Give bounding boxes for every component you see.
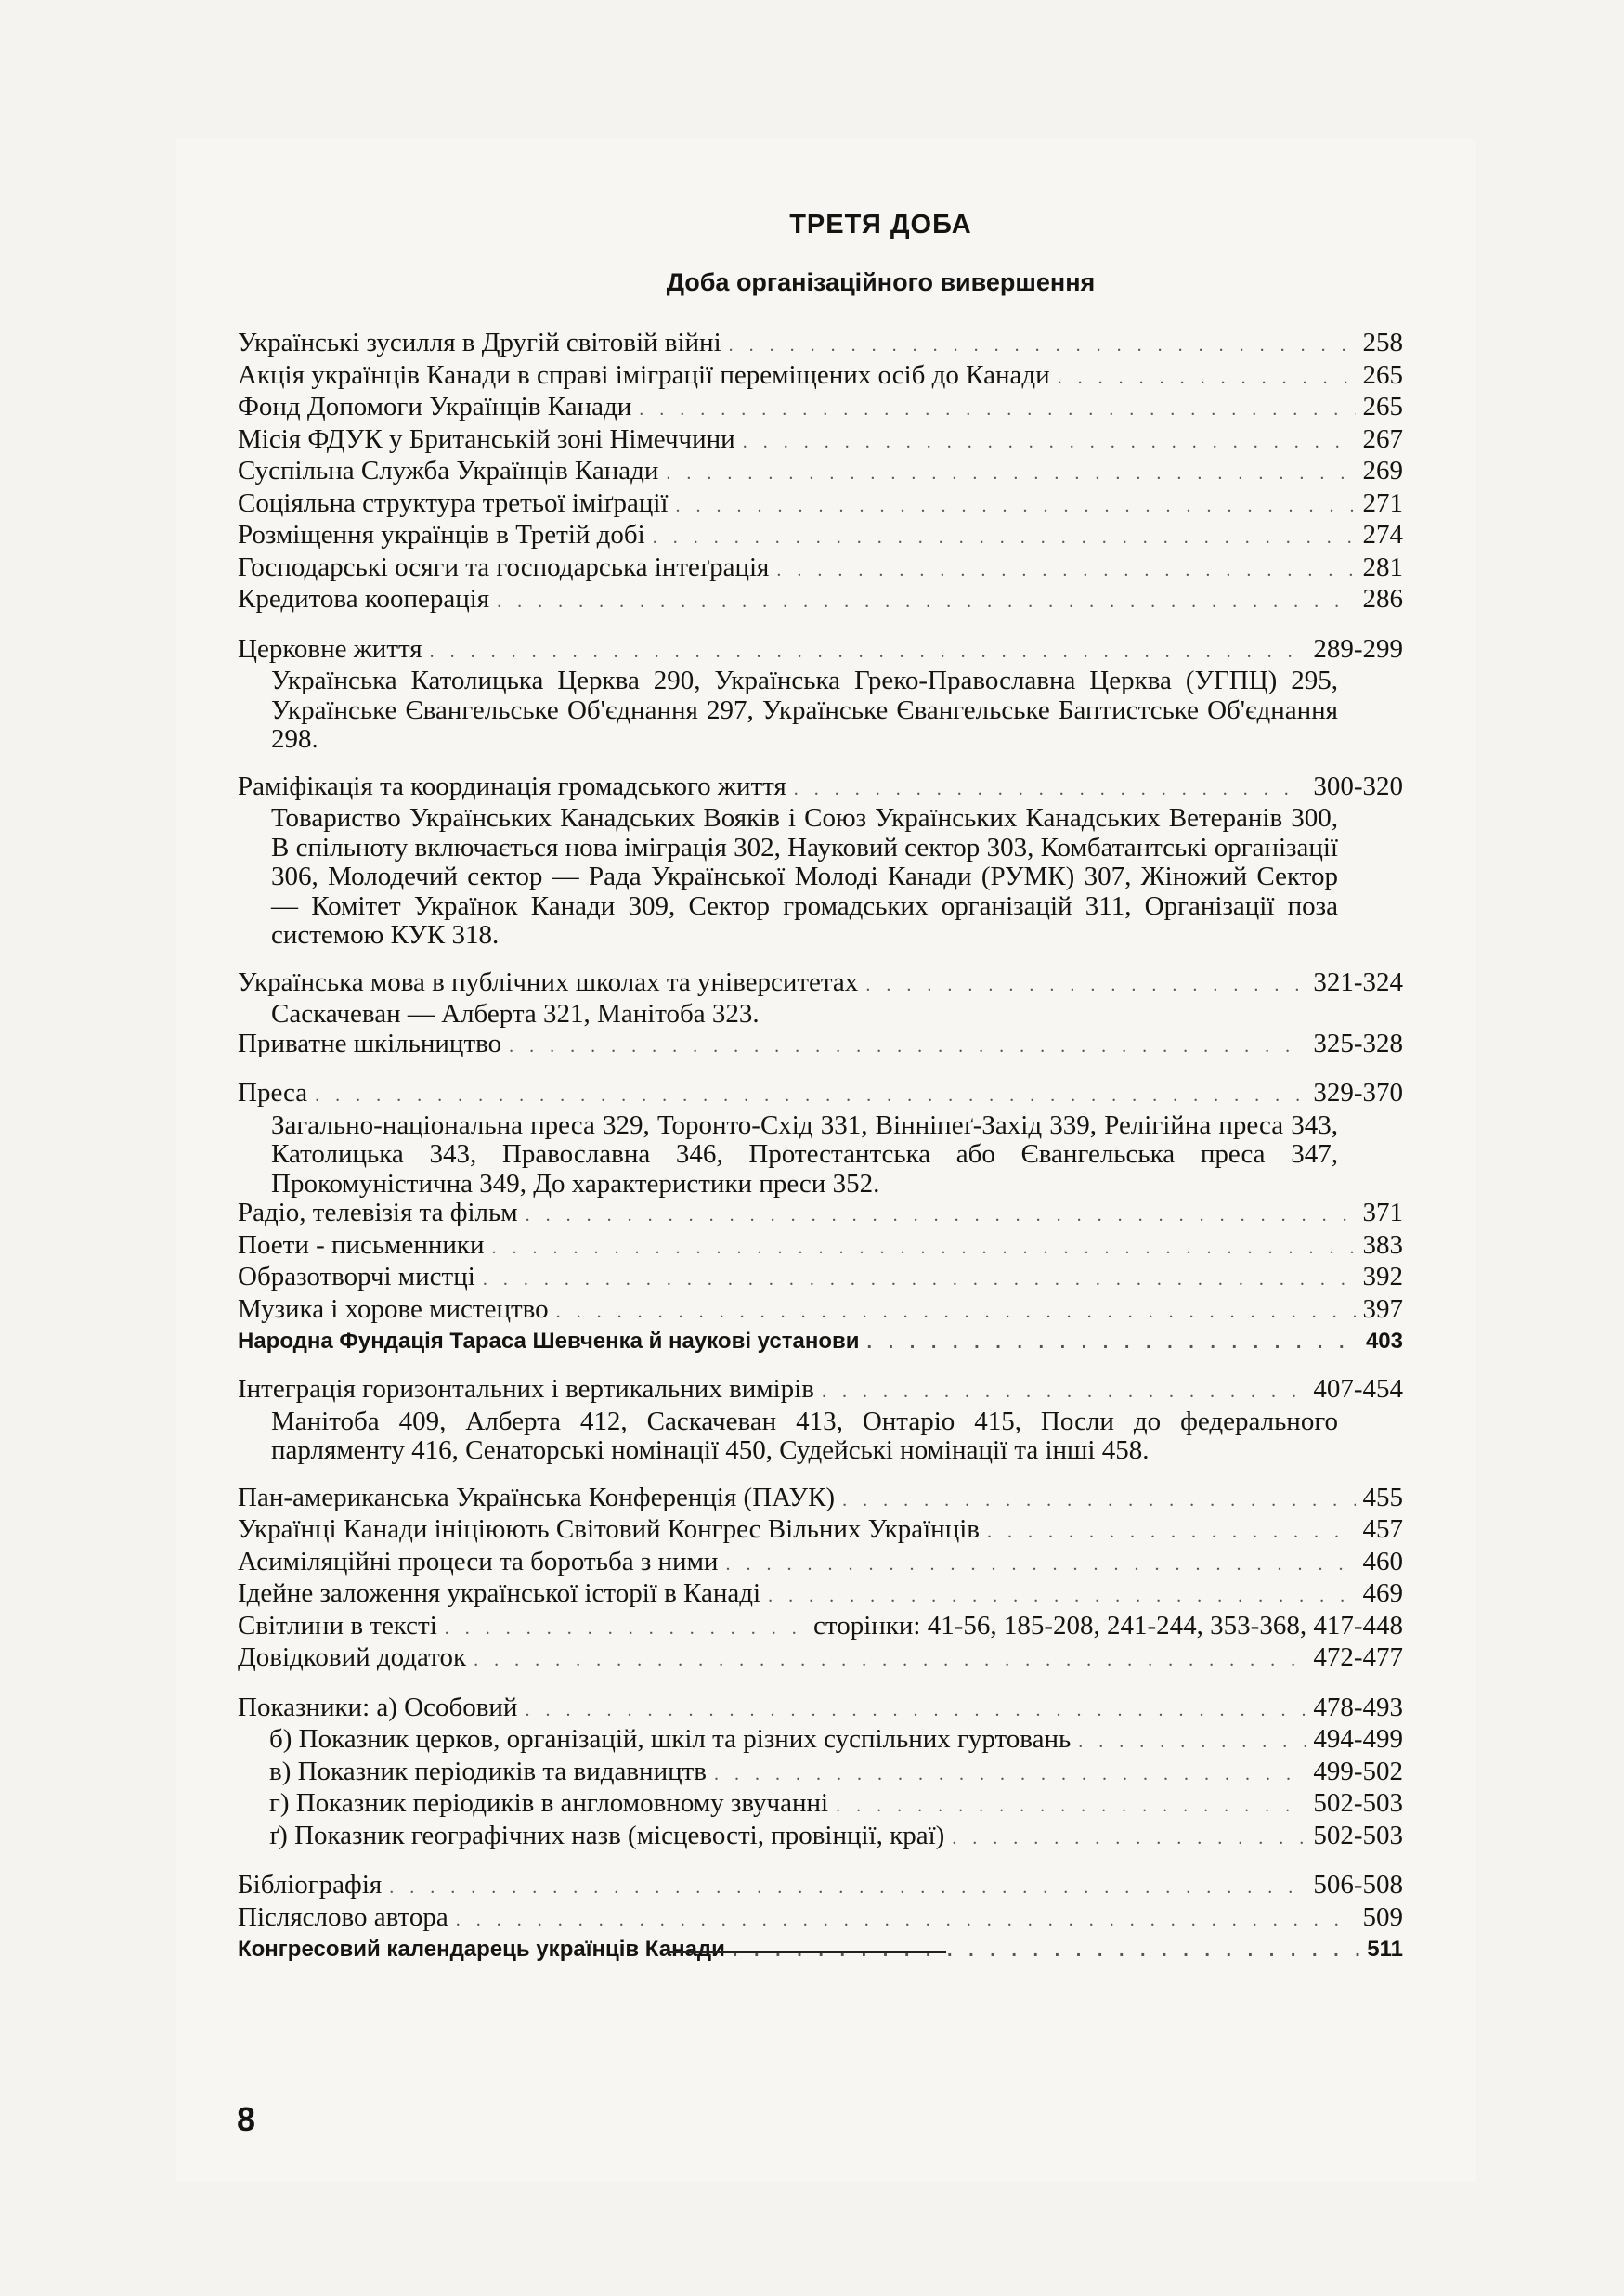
page-number: 8 [237,2100,256,2138]
toc-entry [238,968,1403,1001]
toc-entry-label: Бібліографія [238,1870,383,1900]
toc-entry [238,425,1403,458]
toc-entry-page: 267 [1362,423,1403,454]
closing-rule [668,1951,946,1953]
toc-entry-detail: Саскачеван — Алберта 321, Манітоба 323. [271,999,760,1029]
toc-entry-label: Суспільна Служба Українців Канади [238,456,659,486]
toc-entry-label: Преса [238,1078,308,1108]
dot-leader [525,1696,1306,1726]
toc-entry-label: Післяслово автора [238,1901,448,1932]
dot-leader [492,1234,1356,1264]
toc-group [238,1693,1403,1854]
toc-entry-detail: Загально-національна преса 329, Торонто-Схід 331, Вінніпеґ-Захід 339, Релігійна преса 343, Католицька 343, Православна 346, Протестантська або Євангельська преса 347, Прокомуністична 349, До характеристики преси 352. [271,1109,1338,1199]
toc-group [238,1079,1403,1357]
toc-entry-label: Поети - письменники [238,1229,485,1260]
dot-leader [509,1032,1306,1062]
toc-entry [238,1515,1403,1548]
toc-entry-page: 397 [1362,1293,1403,1324]
toc-entry [238,1231,1403,1264]
toc-entry-page: 511 [1367,1937,1403,1962]
toc-entry-page: 289-299 [1313,633,1403,664]
toc-entry [238,1871,1403,1903]
toc-entry [238,1263,1403,1295]
toc-entry-page: 300-320 [1313,771,1403,801]
toc-entry-page: 371 [1362,1198,1403,1227]
toc-entry [238,1199,1403,1231]
toc-entry-label: г) Показник періодиків в англомовному звучанні [269,1788,829,1818]
toc-entry-page: 494-499 [1313,1724,1403,1754]
toc-entry-label: Соціяльна структура третьої іміґрації [238,487,669,518]
toc-entry [238,1789,1403,1822]
toc-entry [238,553,1403,586]
dot-leader [445,1615,806,1644]
toc-entry [238,393,1403,425]
toc-entry [238,1693,1403,1726]
dot-leader [794,775,1306,805]
toc-entry-label: Образотворчі мистці [238,1262,475,1291]
toc-entry [238,585,1403,617]
toc-entry-page: 271 [1362,487,1403,518]
toc-entry [238,1548,1403,1580]
toc-entry-page: 502-503 [1313,1788,1403,1818]
toc-entry [238,1079,1403,1111]
dot-leader [776,556,1355,586]
toc-entry-label: Радіо, телевізія та фільм [238,1198,518,1227]
toc-entry-label: Музика і хорове мистецтво [238,1293,549,1324]
toc-entry-detail: Манітоба 409, Алберта 412, Саскачеван 413, Онтаріо 415, Посли до федерального парляменту 416, Сенаторські номінації 450, Судейські номінації та інші 458. [271,1406,1338,1465]
toc-entry-page: 274 [1362,520,1403,550]
toc-entry [238,1295,1403,1328]
dot-leader [842,1486,1355,1516]
toc-entry [238,521,1403,553]
toc-entry-label: Довідковий додаток [238,1642,467,1672]
toc-entry [238,1327,1403,1357]
toc-entry-page: 269 [1362,456,1403,486]
toc-entry [238,1484,1403,1516]
dot-leader [666,460,1355,489]
toc-group [238,1484,1403,1676]
toc-entry-page: 472-477 [1313,1642,1403,1672]
toc-entry-label: Ідейне заложення української історії в Канаді [238,1578,761,1608]
toc-entry-label: Приватне шкільництво [238,1028,502,1058]
toc-entry-page: 383 [1362,1229,1403,1260]
toc-entry-page: 509 [1362,1901,1403,1932]
dot-leader [474,1646,1306,1676]
toc-entry [238,1725,1403,1758]
dot-leader [865,971,1306,1001]
dot-leader [556,1298,1356,1328]
toc-entry-label: Раміфікація та координація громадського життя [238,771,786,801]
toc-entry-page: сторінки: 41-56, 185-208, 241-244, 353-368, 417-448 [813,1610,1403,1641]
toc-entry-detail: Товариство Українських Канадських Вояків і Союз Українських Канадських Ветеранів 300, В спільноту включається нова іміграція 302, Науковий сектор 303, Комбатантські організації 306, Молодечий сектор — Рада Української Молоді Канади (РУМК) 307, Жіножий Сектор — Комітет Українок Канади 309, Сектор громадських організацій 311, Організації поза системою КУК 318. [271,803,1338,950]
toc-entry [238,1579,1403,1612]
toc-entry [238,361,1403,394]
toc-entry-label: Акція українців Канади в справі імігpації переміщених осіб до Канади [238,359,1050,390]
toc-entry-page: 286 [1362,584,1403,614]
toc-entry-page: 281 [1362,551,1403,582]
dot-leader [725,1550,1355,1580]
toc-entry-page: 265 [1362,359,1403,390]
toc-entry-page: 407-454 [1313,1374,1403,1404]
toc-group [238,329,1403,617]
toc-entry-label: Інтеграція горизонтальних і вертикальних вимірів [238,1374,814,1404]
toc-entry-page: 403 [1365,1329,1403,1354]
toc-entry-label: Місія ФДУК у Британській зоні Німеччини [238,423,735,454]
toc-entry [238,1612,1403,1644]
toc-entry-page: 469 [1362,1578,1403,1608]
toc-entry-page: 325-328 [1313,1028,1403,1058]
toc-entry-label: Народна Фундація Тараса Шевченка й наукові установи [238,1329,860,1354]
dot-leader [952,1824,1306,1854]
dot-leader [729,331,1356,361]
toc-group [238,635,1403,755]
toc-group [238,1375,1403,1466]
toc-entry-page: 499-502 [1313,1756,1403,1786]
dot-leader [676,492,1356,522]
toc-entry-label: Фонд Допомоги Українців Канади [238,392,632,422]
toc-entry [238,1758,1403,1790]
toc-entry-page: 478-493 [1313,1692,1403,1722]
dot-leader [483,1265,1356,1295]
toc-entry-page: 502-503 [1313,1820,1403,1850]
toc-entry-label: Світлини в тексті [238,1610,437,1641]
toc-entry [238,1822,1403,1854]
toc-entry-label: Українська мова в публічних школах та університетах [238,966,859,997]
dot-leader [526,1201,1356,1231]
toc-entry-label: ґ) Показник географічних назв (місцевості, провінції, краї) [269,1820,945,1850]
toc-entry-label: Українці Канади ініціюють Світовий Конгрес Вільних Українців [238,1514,980,1544]
toc-entry-label: б) Показник церков, організацій, шкіл та різних суспільних гуртовань [269,1724,1072,1754]
dot-leader [867,1329,1358,1357]
toc-entry-detail: Українська Католицька Церква 290, Українська Греко-Православна Церква (УГПЦ) 295, Українське Євангельське Об'єднання 297, Українське Євангельське Баптистське Об'єднання 298. [271,666,1338,754]
section-subtitle: Доба організаційного вивершення [666,268,1096,296]
toc-entry-label: в) Показник періодиків та видавництв [269,1756,707,1786]
toc-entry-label: Українські зусилля в Другій світовій війні [238,328,721,357]
dot-leader [714,1760,1306,1790]
toc-content [238,210,1403,1983]
dot-leader [987,1518,1356,1548]
toc-entry-label: Конгресовий календарець українців Канади [238,1937,725,1962]
toc-entry-page: 265 [1362,392,1403,422]
toc-entry [238,635,1403,668]
section-title: ТРЕТЯ ДОБА [789,210,972,240]
toc-entry [238,1030,1403,1062]
dot-leader [315,1082,1306,1111]
dot-leader [822,1378,1306,1407]
toc-entry-page: 258 [1362,328,1403,357]
toc-entry-label: Показники: а) Особовий [238,1692,518,1722]
toc-entry [238,1903,1403,1936]
dot-leader [639,396,1355,425]
toc-entry-label: Розміщення українців в Третій добі [238,520,645,550]
dot-leader [743,428,1356,458]
dot-leader [389,1874,1306,1903]
toc-entry-page: 506-508 [1313,1870,1403,1900]
toc-entry [238,329,1403,361]
toc-entry-label: Господарські осяги та господарська інтеґрація [238,551,770,582]
dot-leader [456,1906,1356,1936]
toc-group [238,772,1403,951]
toc-entry-page: 455 [1362,1482,1403,1512]
toc-entry [238,457,1403,489]
table-of-contents [238,329,1403,1965]
toc-entry-page: 392 [1362,1262,1403,1291]
toc-entry-page: 329-370 [1313,1078,1403,1108]
toc-entry-label: Асиміляційні процеси та боротьба з ними [238,1546,719,1576]
toc-entry [238,489,1403,522]
toc-entry [238,1375,1403,1407]
dot-leader [653,524,1356,553]
toc-entry-page: 457 [1362,1514,1403,1544]
toc-entry-page: 321-324 [1313,966,1403,997]
toc-entry [238,1643,1403,1676]
dot-leader [836,1792,1306,1822]
dot-leader [1058,364,1356,394]
toc-entry-label: Пан-американська Українська Конференція (ПАУК) [238,1482,836,1512]
toc-entry-label: Кредитова кооперація [238,584,490,614]
toc-group [238,968,1403,1062]
toc-entry-label: Церковне життя [238,633,422,664]
dot-leader [430,638,1306,668]
toc-entry [238,772,1403,805]
toc-entry-page: 460 [1362,1546,1403,1576]
dot-leader [1078,1728,1306,1758]
dot-leader [768,1582,1355,1612]
dot-leader [497,588,1355,617]
